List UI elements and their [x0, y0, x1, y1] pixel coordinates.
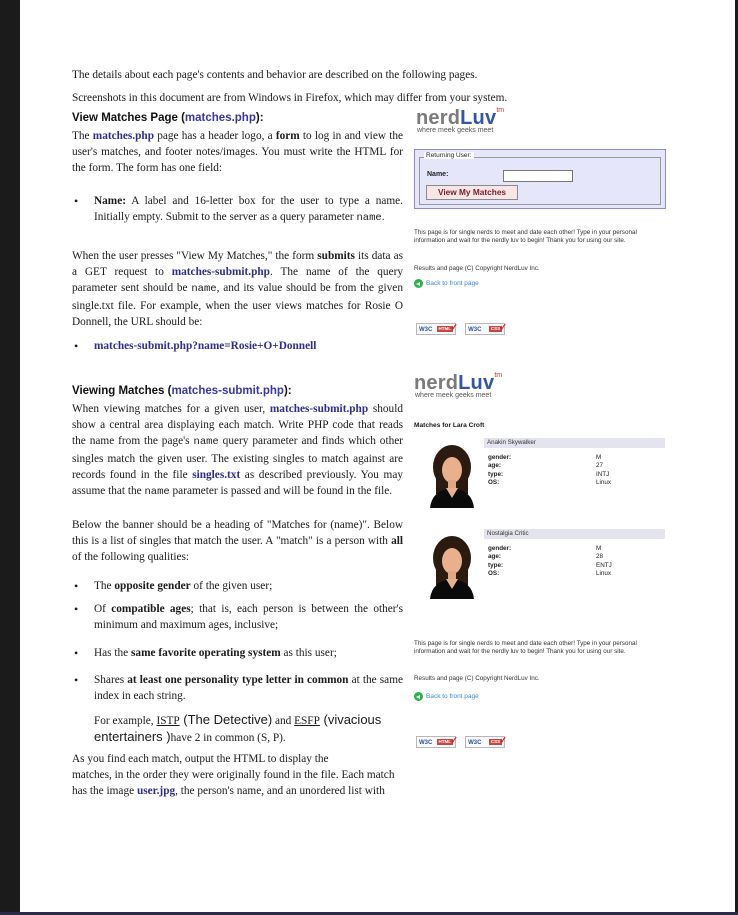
- section1-para2: When the user presses "View My Matches," the form submits its data as a GET request to matches-submit.php. The name of the query parameter sent should be name, and its value should be from the given single.txt file. For example, when the user views matches for Rosie O Donnell, the URL should be:: [72, 250, 403, 328]
- list-item: • Of compatible ages; that is, each person is between the other's minimum and maximum ages, inclusive;: [72, 601, 403, 633]
- match-name: Nostalgia Critic: [484, 529, 665, 539]
- matches-heading: Matches for Lara Croft: [414, 422, 485, 429]
- check-icon: ✓: [499, 735, 508, 745]
- example-text: For example, ISTP (The Detective) and ESFP (vivacious entertainers )have 2 in common (S, P).: [94, 712, 382, 745]
- page-edge-left: [0, 0, 20, 915]
- section2-para1: When viewing matches for a given user, matches-submit.php should show a central area displaying each match. Write PHP code that reads the name from the page's name query parameter and finds which other singles match the given user. The existing singles to match against are records found in the file singles.txt as described previously. You may assume that the name parameter is passed and will be found in the file.: [72, 403, 404, 499]
- user-photo: [426, 444, 478, 508]
- user-photo: [426, 535, 478, 599]
- view-my-matches-button[interactable]: View My Matches: [426, 185, 518, 200]
- section1-para1: The matches.php page has a header logo, a form to log in and view the user's matches, and footer notes/images. You must write the HTML for the form. The form has one field:: [72, 130, 403, 175]
- section2-para2: Below the banner should be a heading of "Matches for (name)". Below this is a list of singles that match the user. A "match" is a person with all of the following qualities:: [72, 519, 403, 564]
- match-name: Anakin Skywalker: [484, 438, 665, 448]
- match-criteria-list: [72, 578, 403, 704]
- back-arrow-icon: [414, 692, 423, 701]
- copyright-text: Results and page (C) Copyright NerdLuv Inc.: [414, 265, 540, 272]
- validator-badges: [416, 316, 509, 335]
- match-entry: [414, 527, 664, 607]
- check-icon: ✓: [499, 322, 508, 332]
- list-item: [72, 338, 403, 354]
- section2-para3-line1: As you find each match, output the HTML to display the: [72, 753, 329, 765]
- back-to-front-page-link[interactable]: Back to front page: [414, 692, 479, 701]
- heading-code: matches.php: [184, 112, 256, 124]
- back-to-front-page-link[interactable]: Back to front page: [414, 279, 479, 288]
- match-details: gender: M age: 27 type: INTJ OS: Linux: [488, 454, 612, 487]
- screenshot-matches-submit: [412, 372, 667, 747]
- w3c-html-badge[interactable]: W3C HTML ✓: [416, 736, 456, 748]
- section1-url-list: [72, 338, 403, 354]
- list-item: • Has the same favorite operating system as this user;: [72, 645, 403, 661]
- fieldset-legend: Returning User:: [426, 152, 472, 159]
- list-item: • Shares at least one personality type letter in common at the same index in each string.: [72, 672, 403, 704]
- heading-code: matches-submit.php: [171, 385, 284, 397]
- copyright-text: Results and page (C) Copyright NerdLuv Inc.: [414, 675, 540, 682]
- url-example: matches-submit.php?name=Rosie+O+Donnell: [94, 340, 317, 352]
- section2-para3-line2: matches, in the order they were originally found in the file. Each match: [72, 769, 395, 781]
- w3c-css-badge[interactable]: W3C CSS ✓: [465, 323, 505, 335]
- name-input[interactable]: [503, 170, 573, 182]
- nerdluv-logo: nerdLuv$^{tm}$: [416, 107, 505, 129]
- list-item: • The opposite gender of the given user;: [72, 578, 403, 594]
- login-form: [414, 149, 666, 209]
- validator-badges: [416, 729, 509, 748]
- logo-tagline: where meek geeks meet: [417, 127, 494, 134]
- match-entry: [414, 436, 664, 516]
- match-details: gender: M age: 28 type: ENTJ OS: Linux: [488, 545, 612, 578]
- footer-notes: This page is for single nerds to meet and date each other! Type in your personal information and wait for the nerdly luv to begin! Thank you for using our site.: [414, 229, 637, 244]
- w3c-css-badge[interactable]: W3C CSS ✓: [465, 736, 505, 748]
- list-item: • Name: A label and 16-letter box for the user to type a name. Initially empty. Submit to the server as a query parameter name.: [72, 193, 403, 226]
- check-icon: ✓: [450, 735, 458, 745]
- intro-line-2: Screenshots in this document are from Windows in Firefox, which may differ from your system.: [72, 92, 508, 104]
- footer-notes: This page is for single nerds to meet and date each other! Type in your personal information and wait for the nerdly luv to begin! Thank you for using our site.: [414, 640, 637, 655]
- nerdluv-logo: nerdLuv$^{tm}$: [414, 372, 503, 394]
- back-arrow-icon: [414, 279, 423, 288]
- section-heading-viewing-matches: Viewing Matches (matches-submit.php):: [72, 385, 292, 397]
- logo-tagline: where meek geeks meet: [415, 392, 492, 399]
- check-icon: ✓: [450, 322, 458, 332]
- intro-line-1: The details about each page's contents and behavior are described on the following pages.: [72, 69, 478, 81]
- section1-field-list: [72, 193, 403, 226]
- w3c-html-badge[interactable]: W3C HTML ✓: [416, 323, 456, 335]
- name-label: Name:: [427, 171, 449, 178]
- screenshot-matches-page: [414, 107, 664, 337]
- section2-para3-line3: has the image user.jpg, the person's name, and an unordered list with: [72, 785, 385, 797]
- section-heading-view-matches: View Matches Page (matches.php):: [72, 112, 264, 124]
